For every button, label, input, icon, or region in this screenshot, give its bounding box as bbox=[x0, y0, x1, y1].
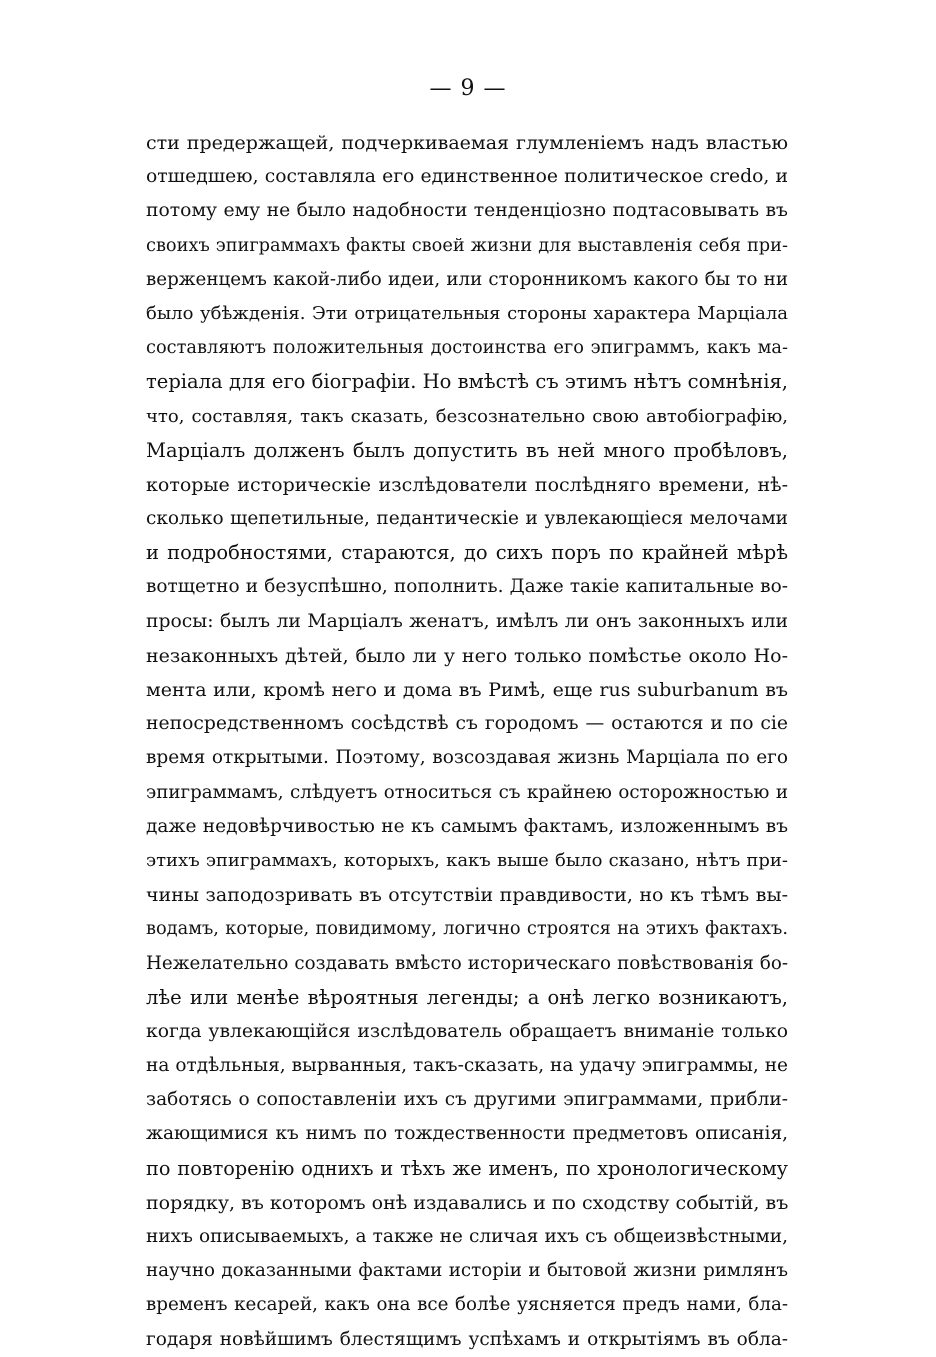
text-line: порядку, въ которомъ онѣ издавались и по сходству событій, въ bbox=[146, 1191, 788, 1214]
text-line: вотщетно и безуспѣшно, пополнить. Даже такіе капитальные во- bbox=[146, 576, 788, 598]
text-line: теріала для его біографіи. Но вмѣстѣ съ этимъ нѣтъ сомнѣнія, bbox=[146, 370, 788, 394]
text-line: этихъ эпиграммахъ, которыхъ, какъ выше было сказано, нѣтъ при- bbox=[146, 849, 788, 871]
text-line: Марціалъ долженъ былъ допустить въ ней много пробѣловъ, bbox=[146, 438, 788, 462]
text-line: сколько щепетильные, педантическіе и увлекающіеся мелочами bbox=[146, 508, 788, 530]
text-line: нихъ описываемыхъ, а также не сличая ихъ съ общеизвѣстными, bbox=[146, 1226, 788, 1247]
text-line: просы: былъ ли Марціалъ женатъ, имѣлъ ли онъ законныхъ или bbox=[146, 610, 788, 632]
text-line: временъ кесарей, какъ она все болѣе уясняется предъ нами, бла- bbox=[146, 1294, 788, 1316]
text-line: своихъ эпиграммахъ факты своей жизни для выставленія себя при- bbox=[146, 235, 788, 256]
text-line: составляютъ положительныя достоинства его эпиграммъ, какъ ма- bbox=[146, 338, 788, 359]
text-line: сти предержащей, подчеркиваемая глумленіемъ надъ властью bbox=[146, 132, 788, 154]
text-line: научно доказанными фактами исторіи и бытовой жизни римлянъ bbox=[146, 1260, 788, 1282]
text-line: и подробностями, стараются, до сихъ поръ по крайней мѣрѣ bbox=[146, 541, 788, 565]
text-line: отшедшею, составляла его единственное политическое credo, и bbox=[146, 166, 788, 188]
text-line: годаря новѣйшимъ блестящимъ успѣхамъ и открытіямъ въ обла- bbox=[146, 1328, 788, 1350]
text-line: что, составляя, такъ сказать, безсознательно свою автобіографію, bbox=[146, 405, 788, 427]
text-line: мента или, кромѣ него и дома въ Римѣ, еще rus suburbanum въ bbox=[146, 679, 788, 701]
text-line: даже недовѣрчивостью не къ самымъ фактамъ, изложеннымъ въ bbox=[146, 815, 788, 837]
text-line: по повторенію однихъ и тѣхъ же именъ, по хронологическому bbox=[146, 1156, 788, 1180]
text-line: чины заподозривать въ отсутствіи правдивости, но къ тѣмъ вы- bbox=[146, 884, 788, 907]
text-line: которые историческіе изслѣдователи послѣдняго времени, нѣ- bbox=[146, 473, 788, 496]
text-line: верженцемъ какой-либо идеи, или сторонникомъ какого бы то ни bbox=[146, 268, 788, 290]
text-line: эпиграммамъ, слѣдуетъ относиться съ крайнею осторожностью и bbox=[146, 781, 788, 803]
text-line: непосредственномъ сосѣдствѣ съ городомъ — остаются и по сіе bbox=[146, 713, 788, 735]
text-line: заботясь о сопоставленіи ихъ съ другими эпиграммами, прибли- bbox=[146, 1089, 788, 1111]
text-line: было убѣжденія. Эти отрицательныя стороны характера Марціала bbox=[146, 302, 788, 324]
text-line: потому ему не было надобности тенденціозно подтасовывать въ bbox=[146, 200, 788, 222]
text-line: Нежелательно создавать вмѣсто историческаго повѣствованія бо- bbox=[146, 952, 788, 974]
text-line: время открытыми. Поэтому, возсоздавая жизнь Марціала по его bbox=[146, 747, 788, 769]
text-line: когда увлекающійся изслѣдователь обращаетъ вниманіе только bbox=[146, 1020, 788, 1042]
text-line: незаконныхъ дѣтей, было ли у него только помѣстье около Но- bbox=[146, 644, 788, 667]
text-line: лѣе или менѣе вѣроятныя легенды; а онѣ легко возникаютъ, bbox=[146, 985, 788, 1009]
body-text bbox=[146, 126, 788, 1357]
page-number: — 9 — bbox=[429, 76, 507, 101]
text-line: водамъ, которые, повидимому, логично строятся на этихъ фактахъ. bbox=[146, 919, 788, 940]
text-line: жающимися къ нимъ по тождественности предметовъ описанія, bbox=[146, 1123, 788, 1145]
text-line: на отдѣльныя, вырванныя, такъ-сказать, на удачу эпиграммы, не bbox=[146, 1055, 788, 1077]
